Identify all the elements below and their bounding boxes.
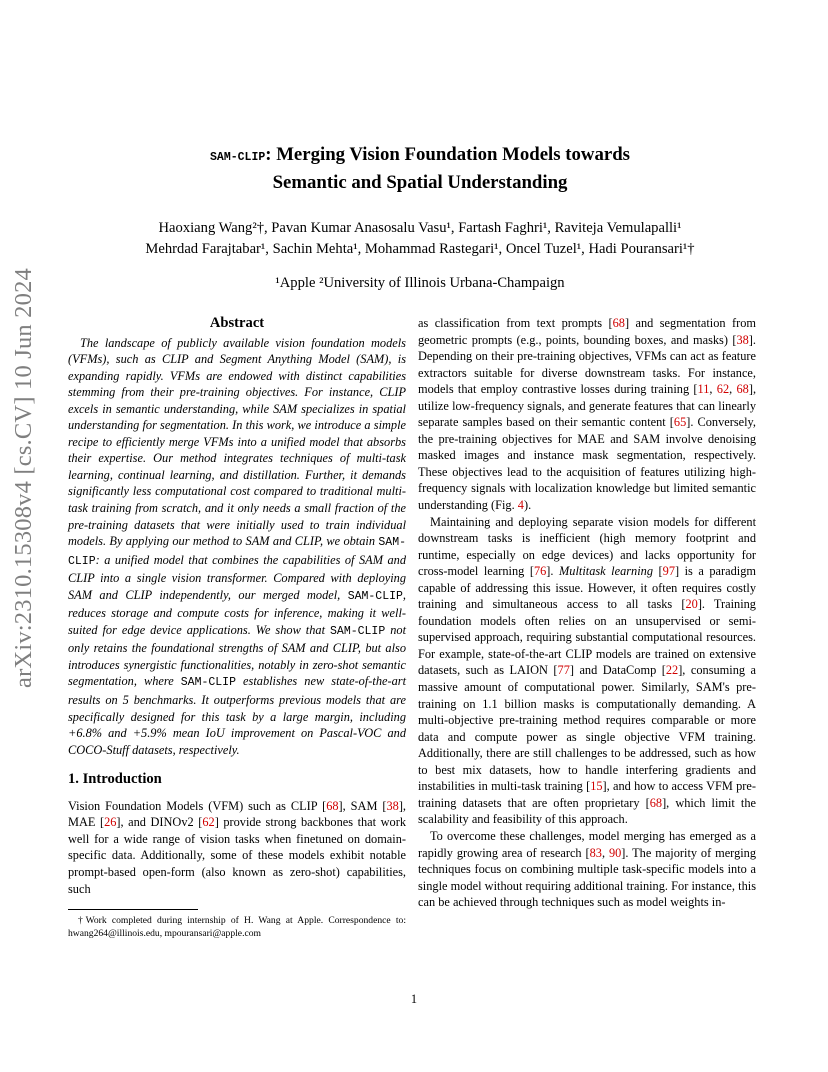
model-name-mono: SAM-CLIP [347,589,403,603]
citation-link[interactable]: 76 [533,564,547,579]
citation-link[interactable]: 90 [608,845,622,860]
abstract-text: The landscape of publicly available vision foundation models (VFMs), such as CLIP and Segment Anything Model (SAM), is expanding rapidly. VFMs are endowed with distinct capabilities stemming from their pre-training objectives. For instance, CLIP excels in semantic understanding, while SAM specializes in spatial understanding for segmentation. In this work, we introduce a simple recipe to efficiently merge VFMs into a unified model that absorbs their expertise. Our method integrates techniques of multi-task learning, continual learning, and distillation. Further, it demands significantly less computational cost compared to traditional multi-task training from scratch, and it only needs a small fraction of the pre-training datasets that were initially used to train individual models. By applying our method to SAM and CLIP, we obtain SAM-CLIP: a unified model that combines the capabilities of SAM and CLIP into a single vision transformer. Compared with deploying SAM and CLIP independently, our merged model, SAM-CLIP, reduces storage and compute costs for inference, making it well-suited for edge device applications. We show that SAM-CLIP not only retains the foundational strengths of SAM and CLIP, but also introduces synergistic functionalities, notably in zero-shot semantic segmentation, where SAM-CLIP establishes new state-of-the-art results on 5 benchmarks. It outperforms previous models that are specifically designed for this task by a large margin, including +6.8% and +5.9% mean IoU improvement on Pascal-VOC and COCO-Stuff datasets, respectively. [68,335,407,757]
right-paragraph-1: as classification from text prompts [68] and segmentation from geometric prompts (e.g., points, bounding boxes, and masks) [38]. Depending on their pre-training objectives, VFMs can act as feature extractors suitable for diverse downstream tasks. For instance, models that employ contrastive losses during training [11, 62, 68], utilize low-frequency signals, and generate features that can linearly separate samples based on their semantic content [65]. Conversely, the pre-training objectives for MAE and SAM involve denoising masked images and instance mask segmentation, respectively. These objectives lead to the acquisition of features utilizing high-frequency signals with localization knowledge but limited semantic understanding (Fig. 4). [418,316,757,513]
citation-link[interactable]: 68 [649,795,663,810]
right-column [418,315,756,911]
authors-line-2: Mehrdad Farajtabar¹, Sachin Mehta¹, Mohammad Rastegari¹, Oncel Tuzel¹, Hadi Pouransari¹† [145,241,695,257]
citation-link[interactable]: 68 [612,316,625,330]
citation-link[interactable]: 38 [736,332,749,347]
title-line-1: : Merging Vision Foundation Models towards [265,144,630,165]
intro-paragraph-1: Vision Foundation Models (VFM) such as CLIP [68], SAM [38], MAE [26], and DINOv2 [62] provide strong backbones that work well for a wide range of vision tasks when finetuned on domain-specific data. Additionally, some of these models exhibit notable prompt-based open-form (also known as zero-shot) capabilities, such [68,798,407,896]
arxiv-stamp: arXiv:2310.15308v4 [cs.CV] 10 Jun 2024 [10,268,37,688]
citation-link[interactable]: 38 [386,798,399,813]
citation-link[interactable]: 83 [589,845,602,860]
title-line-2: Semantic and Spatial Understanding [272,172,568,193]
right-paragraph-3: To overcome these challenges, model merging has emerged as a rapidly growing area of research [83, 90]. The majority of merging techniques focus on combining multiple task-specific models into a single model without requiring additional training. For instance, this can be achieved through techniques such as model weights in- [418,828,757,910]
citation-link[interactable]: 11 [697,382,710,397]
author-list [80,218,760,260]
abstract-heading: Abstract [209,315,265,331]
figure-reference-link[interactable]: 4 [517,498,524,513]
citation-link[interactable]: 62 [202,815,215,830]
paper-title [100,142,740,195]
citation-link[interactable]: 26 [104,815,117,830]
citation-link[interactable]: 22 [665,663,679,678]
left-column [68,315,406,940]
citation-link[interactable]: 65 [673,415,687,430]
section-heading-introduction: 1. Introduction [68,771,162,788]
citation-link[interactable]: 97 [662,564,675,579]
model-name-mono: SAM-CLIP [180,676,236,690]
footnote: †Work completed during internship of H. Wang at Apple. Correspondence to: hwang264@illinois.edu, mpouransari@apple.com [68,915,406,939]
citation-link[interactable]: 68 [736,382,749,397]
citation-link[interactable]: 68 [326,798,339,813]
model-name-mono: SAM-CLIP [68,536,406,568]
footnote-rule [68,909,198,910]
affiliations: ¹Apple ²University of Illinois Urbana-Champaign [275,275,565,291]
italic-term: Multitask learning [559,564,653,579]
citation-link[interactable]: 15 [590,779,603,794]
right-paragraph-2: Maintaining and deploying separate vision models for different downstream tasks is inefficient (high memory footprint and runtime, especially on edge devices) and lacks opportunity for cross-model learning [76]. Multitask learning [97] is a paradigm capable of addressing this issue. However, it often requires costly training and simultaneous access to all tasks [20]. Training foundation models often relies on an unsupervised or semi-supervised approach, requiring substantial computational resources. For example, state-of-the-art CLIP models are trained on extensive datasets, such as LAION [77] and DataComp [22], consuming a massive amount of computational power. Similarly, SAM's pre-training on 1.1 billion masks is computationally demanding. A multi-objective pre-training method requires comparable or more data and compute power as single objective VFM training. Additionally, there are still challenges to be addressed, such as how to best mix datasets, how to handle interfering gradients and instabilities in multi-task training [15], and how to access VFM pre-training datasets that are often proprietary [68], which limit the scalability and feasibility of this approach. [418,514,757,827]
title-model-name: SAM-CLIP [210,151,266,164]
model-name-mono: SAM-CLIP [330,624,386,638]
citation-link[interactable]: 77 [557,663,570,678]
authors-line-1: Haoxiang Wang²†, Pavan Kumar Anasosalu Vasu¹, Fartash Faghri¹, Raviteja Vemulapalli¹ [158,220,682,236]
page-number: 1 [410,992,418,1006]
citation-link[interactable]: 62 [716,382,730,397]
citation-link[interactable]: 20 [685,597,698,612]
